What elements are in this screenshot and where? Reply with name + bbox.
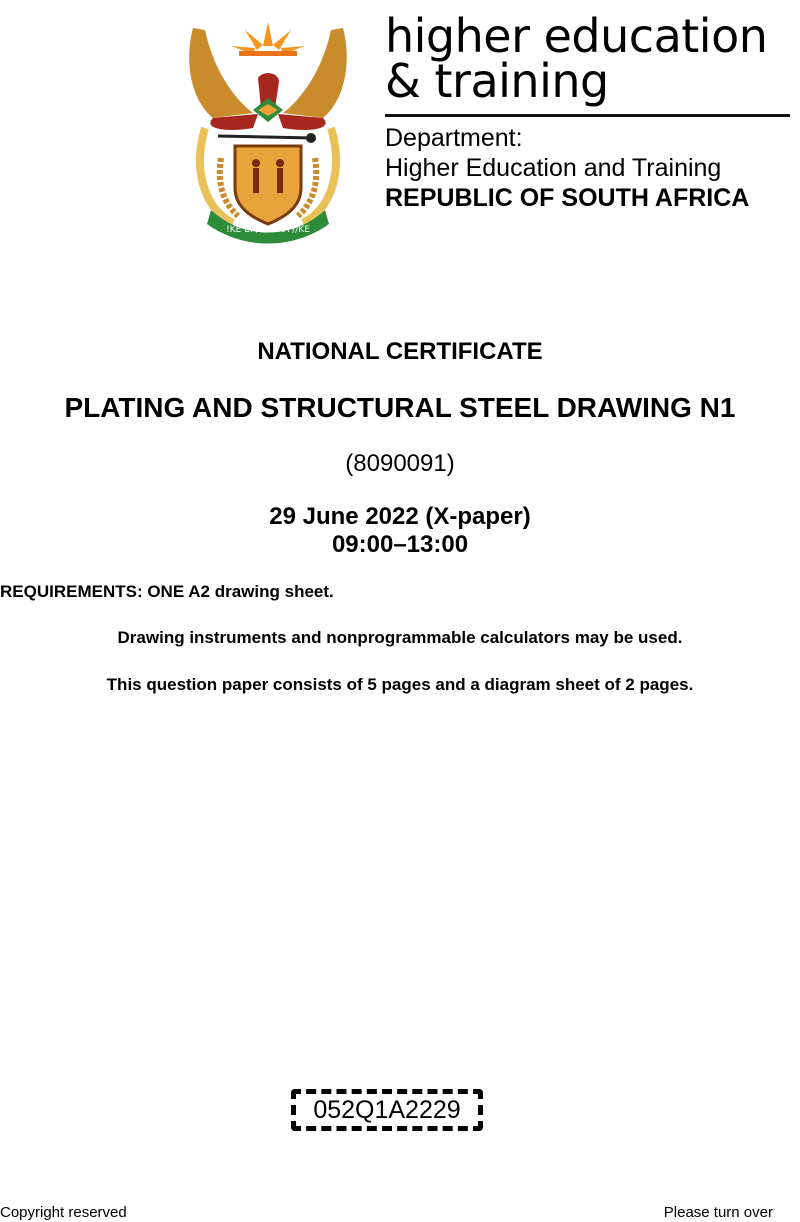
pages-note: This question paper consists of 5 pages and a diagram sheet of 2 pages. (106, 675, 694, 694)
exam-date-time (0, 503, 800, 559)
instruments-note: Drawing instruments and nonprogrammable calculators may be used. (117, 628, 683, 647)
department-name: Higher Education and Training (385, 154, 722, 182)
paper-code: 052Q1A2229 (313, 1095, 461, 1124)
brand-divider (385, 114, 790, 117)
coat-of-arms-icon (183, 18, 353, 244)
footer-turn-over: Please turn over (663, 1204, 773, 1221)
motto-text: !KE E: /XARRA //KE (226, 225, 310, 235)
department-label: Department: (385, 124, 523, 152)
coat-of-arms-logo (183, 18, 353, 244)
brand-line-2: & training (385, 54, 609, 108)
department-branding (385, 9, 795, 213)
subject-code: (8090091) (345, 450, 455, 477)
subject-title: PLATING AND STRUCTURAL STEEL DRAWING N1 (64, 392, 736, 423)
requirements-text: REQUIREMENTS: ONE A2 drawing sheet. (0, 582, 334, 601)
exam-time: 09:00–13:00 (331, 531, 469, 558)
country-name: REPUBLIC OF SOUTH AFRICA (385, 184, 750, 212)
certificate-title: NATIONAL CERTIFICATE (257, 338, 543, 365)
footer-copyright: Copyright reserved (0, 1204, 127, 1221)
brand-line-1: higher education (385, 9, 768, 63)
exam-date: 29 June 2022 (X-paper) (269, 503, 531, 530)
paper-code-box (291, 1089, 483, 1131)
